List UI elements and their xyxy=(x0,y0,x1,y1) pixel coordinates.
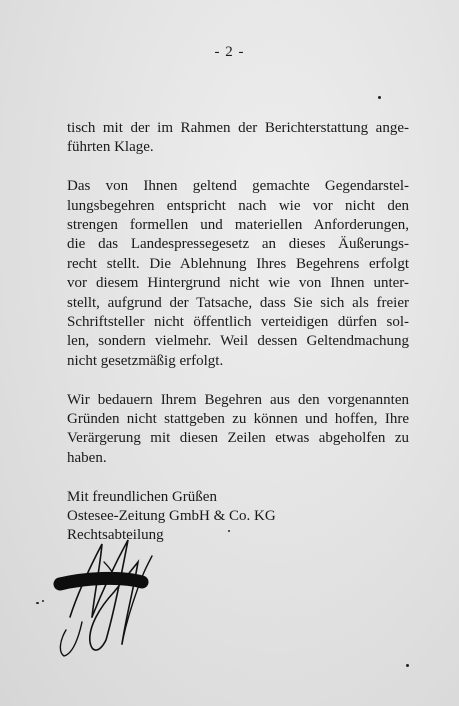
text-line: lungsbegehren entspricht nach wie vor nicht den xyxy=(67,197,409,214)
page-number: - 2 - xyxy=(214,44,245,60)
company-name: Ostesee-Zeitung GmbH & Co. KG xyxy=(67,508,276,525)
paper-speck xyxy=(378,96,381,99)
text-line: Das von Ihnen geltend gemachte Gegendarstel- xyxy=(67,178,409,195)
text-line: Schriftsteller nicht öffentlich verteidigen dürfen sol- xyxy=(67,314,409,331)
closing-greeting: Mit freundlichen Grüßen xyxy=(67,488,217,505)
text-line: recht stellt. Die Ablehnung Ihres Begehrens erfolgt xyxy=(67,255,409,272)
paper-speck xyxy=(42,600,44,602)
department-name: Rechtsabteilung xyxy=(67,527,164,544)
text-line: len, sondern vielmehr. Weil dessen Geltendmachung xyxy=(67,333,409,350)
text-line: nicht gesetzmäßig erfolgt. xyxy=(67,352,224,369)
paragraph-3 xyxy=(67,391,409,469)
text-line: die das Landespressegesetz an dieses Äußerungs- xyxy=(67,236,409,253)
text-line: stellt, aufgrund der Tatsache, dass Sie sich als freier xyxy=(67,294,409,311)
text-line: Gründen nicht stattgeben zu können und hoffen, Ihre xyxy=(67,411,409,428)
paragraph-1 xyxy=(67,119,409,158)
handwritten-signature xyxy=(30,522,170,662)
paper-speck xyxy=(228,530,230,532)
text-line: tisch mit der im Rahmen der Berichterstattung ange- xyxy=(67,120,409,136)
text-line: haben. xyxy=(67,449,107,466)
text-line: führten Klage. xyxy=(67,139,154,156)
text-line: vor diesem Hintergrund nicht wie von Ihnen unter- xyxy=(67,275,409,292)
paper-speck xyxy=(36,602,39,604)
letter-body xyxy=(67,119,409,546)
text-line: Verärgerung mit diesen Zeilen etwas abgeholfen zu xyxy=(67,430,409,447)
text-line: Wir bedauern Ihrem Begehren aus den vorgenannten xyxy=(67,391,409,408)
text-line: strengen formellen und materiellen Anforderungen, xyxy=(67,217,409,234)
paper-speck xyxy=(406,664,409,667)
paragraph-2 xyxy=(67,177,409,371)
